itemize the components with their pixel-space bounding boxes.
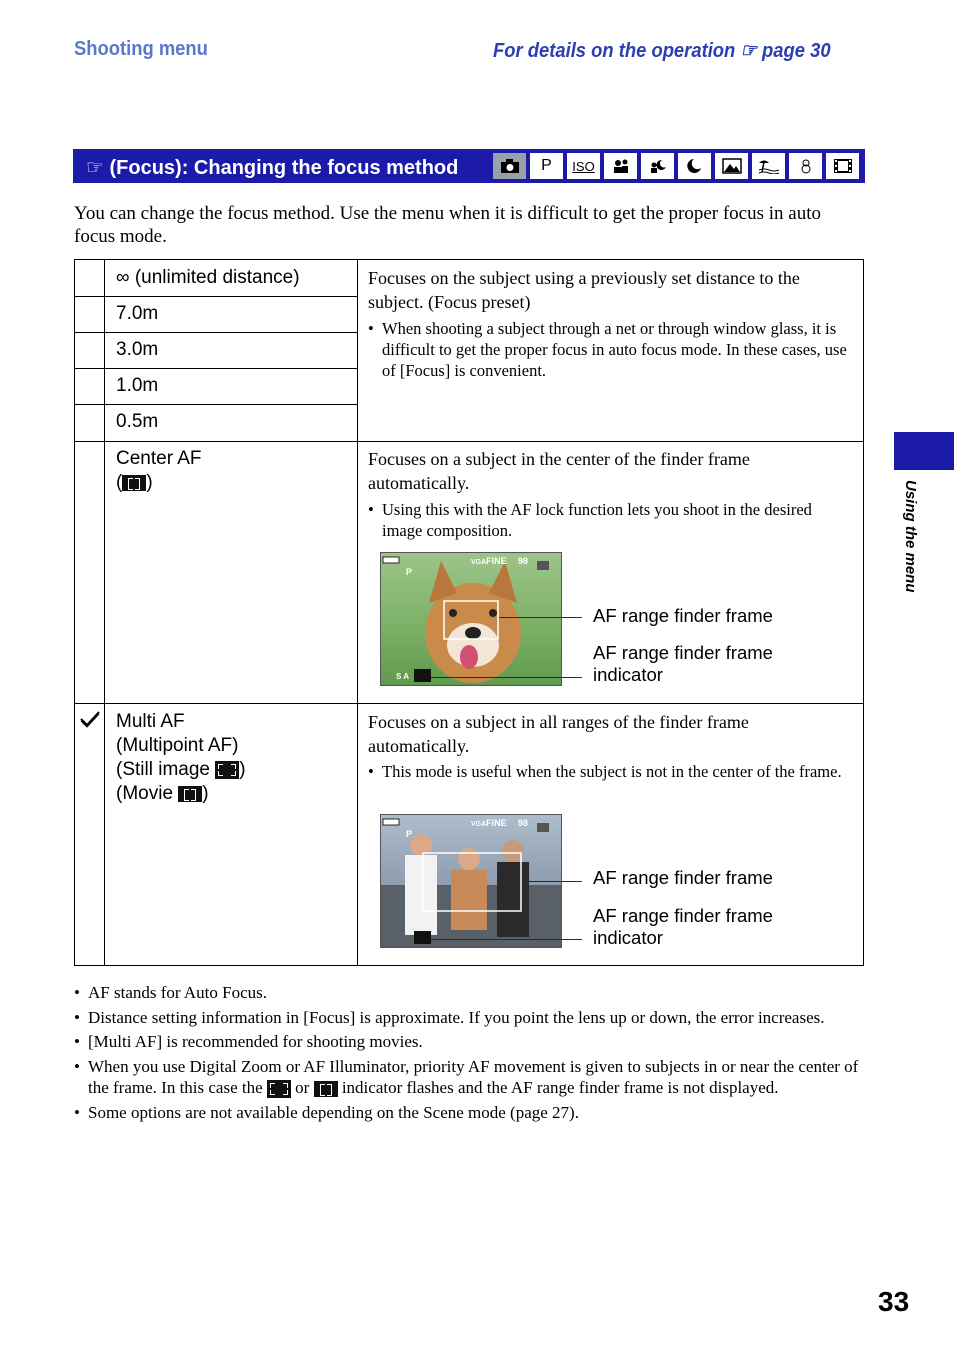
multi-af-description: Focuses on a subject in all ranges of the finder frame automatically. — [368, 712, 749, 756]
title-bar — [73, 149, 865, 183]
multi-af-callout-indicator: AF range finder frame indicator — [593, 905, 773, 948]
notes-list — [74, 982, 864, 1126]
osd-quality: FINE — [486, 818, 507, 828]
note-item: • [Multi AF] is recommended for shooting movies. — [74, 1031, 864, 1053]
multi-af-movie-icon — [178, 786, 202, 802]
osd-quality: FINE — [486, 556, 507, 566]
multi-af-still-icon — [267, 1080, 291, 1098]
movie-mode-icon — [825, 152, 860, 180]
center-af-callout-indicator: AF range finder frame indicator — [593, 642, 773, 685]
osd-sa: S A — [396, 672, 410, 681]
center-af-description: Focuses on a subject in the center of the finder frame automatically. — [368, 449, 750, 493]
intro-paragraph: You can change the focus method. Use the menu when it is difficult to get the proper focus in auto focus mode. — [74, 203, 821, 247]
iso-mode-icon: ISO — [566, 152, 601, 180]
note-item: • Some options are not available depending on the Scene mode (page 27). — [74, 1102, 864, 1124]
option-7m: 7.0m — [116, 303, 159, 324]
osd-size: VGA — [471, 821, 487, 828]
focus-options-table — [74, 259, 864, 966]
note-item: • AF stands for Auto Focus. — [74, 982, 864, 1004]
details-page: page 30 — [762, 40, 831, 62]
osd-mode: P — [406, 829, 413, 839]
multi-af-bullet: • This mode is useful when the subject is not in the center of the frame. — [368, 761, 852, 782]
section-title: Shooting menu — [74, 38, 208, 60]
beach-mode-icon — [751, 152, 786, 180]
infinity-icon: ∞ — [116, 267, 130, 288]
osd-mode: P — [406, 567, 413, 577]
pointing-hand-icon: ☞ — [740, 40, 757, 62]
center-af-icon — [122, 475, 146, 491]
side-tab-label: Using the menu — [902, 480, 919, 593]
option-unlimited-distance: ∞ (unlimited distance) — [116, 267, 300, 288]
osd-size: VGA — [471, 559, 487, 566]
center-af-icon-line: ( ) — [116, 472, 153, 493]
preset-description: Focuses on the subject using a previously set distance to the subject. (Focus preset) — [368, 268, 800, 312]
osd-count: 98 — [518, 818, 529, 828]
details-prefix: For details on the operation — [493, 40, 736, 62]
mode-icon-strip — [492, 152, 860, 180]
title-label: (Focus): Changing the focus method — [109, 157, 459, 179]
center-af-callout-frame: AF range finder frame — [593, 605, 773, 626]
details-reference — [493, 38, 831, 63]
side-tab-marker — [894, 432, 954, 470]
center-af-label: Center AF — [116, 448, 202, 469]
camera-mode-icon — [492, 152, 527, 180]
title-heading — [86, 155, 458, 180]
option-0-5m: 0.5m — [116, 411, 159, 432]
option-multi-af: Multi AF (Multipoint AF) (Still image ) (Movie ) — [116, 711, 246, 804]
center-af-bullet: • Using this with the AF lock function lets you shoot in the desired image composition. — [368, 499, 852, 541]
center-af-icon — [314, 1081, 338, 1097]
twilight-mode-icon — [677, 152, 712, 180]
multi-af-callout-frame: AF range finder frame — [593, 867, 773, 888]
landscape-mode-icon — [714, 152, 749, 180]
option-1m: 1.0m — [116, 375, 159, 396]
soft-snap-icon — [788, 152, 823, 180]
option-center-af — [116, 447, 202, 495]
note-item: • When you use Digital Zoom or AF Illuminator, priority AF movement is given to subjects in or near the center of the frame. In this case the or indicator flashes and the AF range finder frame is not displayed. — [74, 1056, 864, 1099]
portrait-mode-icon — [603, 152, 638, 180]
focus-icon: ☞ — [86, 157, 104, 179]
program-mode-icon: P — [529, 152, 564, 180]
recommended-check-icon — [79, 710, 101, 733]
multi-af-still-icon — [215, 761, 239, 779]
note-item: • Distance setting information in [Focus] is approximate. If you point the lens up or down, the error increases. — [74, 1007, 864, 1029]
twilight-portrait-icon — [640, 152, 675, 180]
dog-example-photo — [380, 552, 562, 686]
osd-count: 98 — [518, 556, 529, 566]
option-3m: 3.0m — [116, 339, 159, 360]
page-number: 33 — [878, 1286, 910, 1317]
preset-bullet: • When shooting a subject through a net or through window glass, it is difficult to get the proper focus in auto focus mode. In these cases, use of [Focus] is convenient. — [368, 318, 852, 381]
